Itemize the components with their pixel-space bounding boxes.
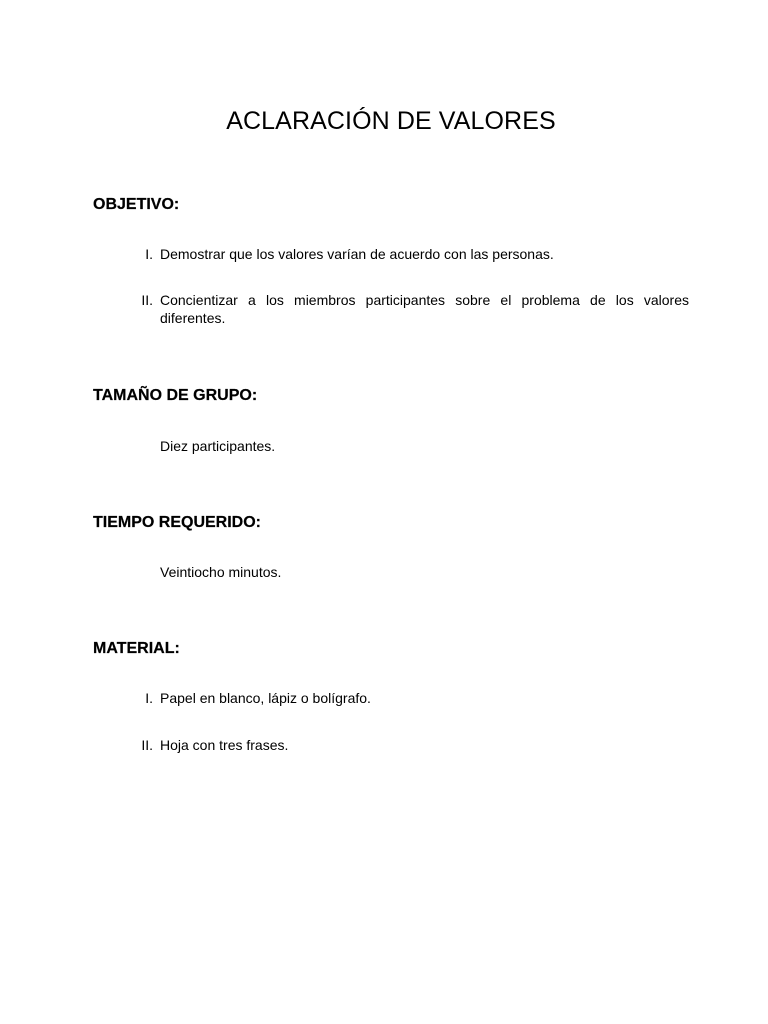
section-text-tamano: Diez participantes.: [160, 438, 276, 454]
section-heading-tamano: TAMAÑO DE GRUPO:: [93, 387, 258, 404]
list-item-number: I.: [145, 246, 153, 262]
list-item-text: Demostrar que los valores varían de acuerdo con las personas.: [160, 246, 554, 262]
list-item-text: Hoja con tres frases.: [160, 737, 289, 753]
list-item-text: Concientizar a los miembros participantes sobre el problema de los valores diferentes.: [160, 292, 689, 326]
section-heading-material: MATERIAL:: [93, 640, 180, 657]
list-item-number: I.: [145, 690, 153, 706]
document-title: ACLARACIÓN DE VALORES: [226, 107, 556, 135]
section-heading-tiempo: TIEMPO REQUERIDO:: [93, 514, 262, 531]
list-item-number: II.: [141, 737, 153, 753]
list-item-text: Papel en blanco, lápiz o bolígrafo.: [160, 690, 371, 706]
section-heading-objetivo: OBJETIVO:: [93, 196, 180, 213]
section-text-tiempo: Veintiocho minutos.: [160, 564, 282, 580]
list-item-number: II.: [141, 292, 153, 308]
